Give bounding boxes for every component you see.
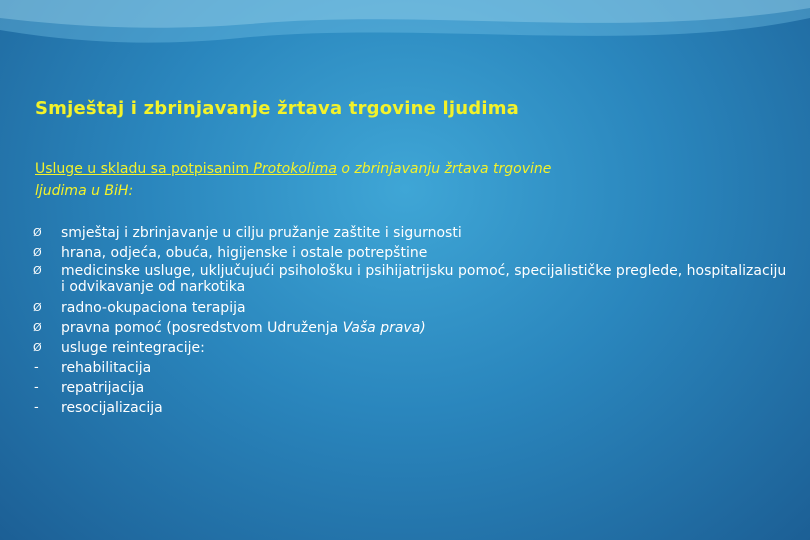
list-item-text: usluge reintegracije: — [61, 340, 205, 356]
intro-part1: Usluge u skladu sa potpisanim — [35, 161, 254, 177]
intro-protocols: Protokolima — [253, 161, 337, 177]
list-item — [33, 223, 793, 243]
dash-bullet: - — [34, 360, 39, 375]
list-item — [33, 243, 793, 263]
list-item-text: smještaj i zbrinjavanje u cilju pružanje zaštite i sigurnosti — [61, 225, 462, 241]
dash-bullet: - — [34, 380, 39, 395]
intro-part3: o zbrinjavanju žrtava trgovine — [336, 161, 552, 177]
arrow-bullet-icon: Ø — [33, 226, 42, 239]
list-item — [33, 398, 793, 418]
list-item — [33, 338, 793, 358]
decorative-wave — [0, 0, 810, 80]
list-item — [33, 358, 793, 378]
list-item-text: radno-okupaciona terapija — [61, 300, 246, 316]
list-item-text: resocijalizacija — [61, 400, 163, 416]
dash-bullet: - — [34, 400, 39, 415]
list-item — [33, 298, 793, 318]
arrow-bullet-icon: Ø — [33, 246, 42, 259]
list-item-text: pravna pomoć (posredstvom Udruženja — [61, 320, 343, 336]
list-item-text: rehabilitacija — [61, 360, 152, 376]
intro-line2: ljudima u BiH: — [35, 183, 134, 199]
list-item-text: medicinske usluge, uključujući psihološku i psihijatrijsku pomoć, specijalističke preglede, hospitalizaciju i odvikavanje od narkotika — [61, 263, 787, 295]
list-item — [33, 263, 793, 295]
list-item-italic: Vaša prava) — [342, 320, 426, 336]
arrow-bullet-icon: Ø — [33, 321, 42, 334]
list-item — [33, 378, 793, 398]
services-list — [33, 223, 793, 418]
slide-title: Smještaj i zbrinjavanje žrtava trgovine ljudima — [35, 98, 520, 119]
list-item-text: repatrijacija — [61, 380, 145, 396]
arrow-bullet-icon: Ø — [33, 301, 42, 314]
list-item — [33, 318, 793, 338]
list-item-text: hrana, odjeća, obuća, higijenske i ostale potrepštine — [61, 245, 428, 261]
arrow-bullet-icon: Ø — [33, 264, 42, 277]
arrow-bullet-icon: Ø — [33, 341, 42, 354]
intro-text — [35, 158, 735, 202]
